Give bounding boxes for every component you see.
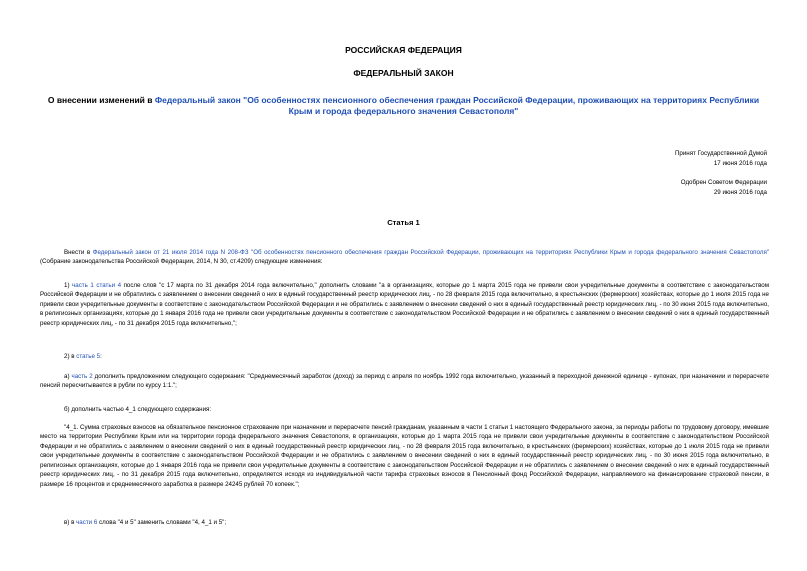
intro-prefix: Внести в	[64, 249, 93, 256]
article-intro	[40, 248, 769, 267]
item-1	[40, 281, 769, 328]
doc-type-heading: ФЕДЕРАЛЬНЫЙ ЗАКОН	[353, 68, 454, 78]
duma-adoption	[675, 149, 767, 168]
duma-label: Принят Государственной Думой	[674, 150, 767, 157]
item-1-link[interactable]: часть 1 статьи 4	[72, 282, 122, 289]
item-2v-prefix: в) в	[64, 519, 77, 526]
item-2a	[40, 372, 769, 391]
item-1-text: после слов "с 17 марта по 31 декабря 2014 года включительно," дополнить словами "а в организациях, которые до 1 марта 2015 года не привели свои учредительные документы в соответствие с законодательством Российской Федерации и не обратились с заявлением о внесении сведений о них в единый государственный реестр юридических лиц, - по 28 февраля 2015 года включительно, в крестьянских (фермерских) хозяйствах, которые до 1 июля 2015 года не привели свои учредительные документы в соответствие с законодательством Российской Федерации и не обратились с заявлением о внесении сведений о них в единый государственный реестр юридических лиц, - по 30 июня 2015 года включительно, в религиозных организациях, которые до 1 января 2016 года не привели свои учредительные документы в соответствие с законодательством Российской Федерации и не обратились с заявлением о внесении сведений о них в единый государственный реестр юридических лиц, - по 31 декабря 2015 года включительно,";	[40, 282, 769, 327]
item-2-suffix: :	[100, 353, 102, 360]
intro-suffix: (Собрание законодательства Российской Федерации, 2014, N 30, ст.4209) следующие изменения:	[40, 258, 323, 266]
country-heading: РОССИЙСКАЯ ФЕДЕРАЦИЯ	[345, 45, 462, 55]
item-2a-link[interactable]: часть 2	[71, 373, 93, 380]
duma-date: 17 июня 2016 года	[713, 159, 767, 167]
council-approval	[681, 178, 767, 197]
part-4-1-text: "4_1. Сумма страховых взносов на обязательное пенсионное страхование при назначении и перерасчете пенсий гражданам, указанным в части 1 статьи 1 настоящего Федерального закона, за периоды работы по трудовому договору, имевшие место на территории Республики Крым или на территории города федерального значения Севастополя, в организациях, которые до 1 марта 2015 года не привели свои учредительные документы в соответствие с законодательством Российской Федерации и не обратились с заявлением о внесении сведений о них в единый государственный реестр юридических лиц, - по 28 февраля 2015 года включительно, в крестьянских (фермерских) хозяйствах, которые до 1 июля 2015 года не привели свои учредительные документы в соответствие с законодательством Российской Федерации и не обратились с заявлением о внесении сведений о них в единый государственный реестр юридических лиц, - по 30 июня 2015 года включительно, в религиозных организациях, которые до 1 января 2016 года не привели свои учредительные документы в соответствие с законодательством Российской Федерации и не обратились с заявлением о внесении сведений о них в единый государственный реестр юридических лиц, - по 31 декабря 2015 года включительно, определяется исходя из индивидуальной части тарифа страховых взносов в Пенсионный фонд Российской Федерации, направляемого на финансирование страховой пенсии, в размере 16 процентов и среднемесячного заработка в размере 24245 рублей 70 копеек.";	[40, 424, 769, 488]
item-2v-suffix: слова "4 и 5" заменить словами "4, 4_1 и 5";	[97, 519, 227, 526]
item-2-link[interactable]: статье 5	[76, 353, 101, 360]
item-2-prefix: 2) в	[64, 353, 77, 360]
law-title-link[interactable]: Федеральный закон "Об особенностях пенсионного обеспечения граждан Российской Федерации, проживающих на территориях Республики Крым и города федерального значения Севастополя"	[154, 95, 760, 116]
item-2v-link[interactable]: части 6	[76, 519, 98, 526]
item-2b	[40, 405, 769, 414]
item-2b-text: б) дополнить частью 4_1 следующего содержания:	[64, 406, 212, 413]
item-2v	[40, 518, 769, 527]
item-2a-prefix: а)	[64, 373, 72, 380]
council-label: Одобрен Советом Федерации	[680, 179, 767, 186]
article-heading: Статья 1	[387, 218, 420, 227]
item-2	[40, 352, 769, 361]
part-4-1	[40, 423, 769, 489]
intro-law-link[interactable]: Федеральный закон от 21 июля 2014 года N 208-ФЗ "Об особенностях пенсионного обеспечения граждан Российской Федерации, проживающих на территориях Республики Крым и города федерального значения Севастополя"	[92, 249, 769, 256]
law-title-prefix: О внесении изменений в	[47, 95, 155, 105]
item-2a-text: дополнить предложением следующего содержания: "Среднемесячный заработок (доход) за период с апреля по ноябрь 1992 года включительно, указанный в переходной денежной единице - купонах, при назначении и перерасчете пенсий пересчитывается в рубли по курсу 1:1.";	[40, 373, 769, 390]
council-date: 29 июня 2016 года	[713, 188, 767, 196]
item-1-prefix: 1)	[64, 282, 73, 289]
law-title	[40, 95, 767, 117]
